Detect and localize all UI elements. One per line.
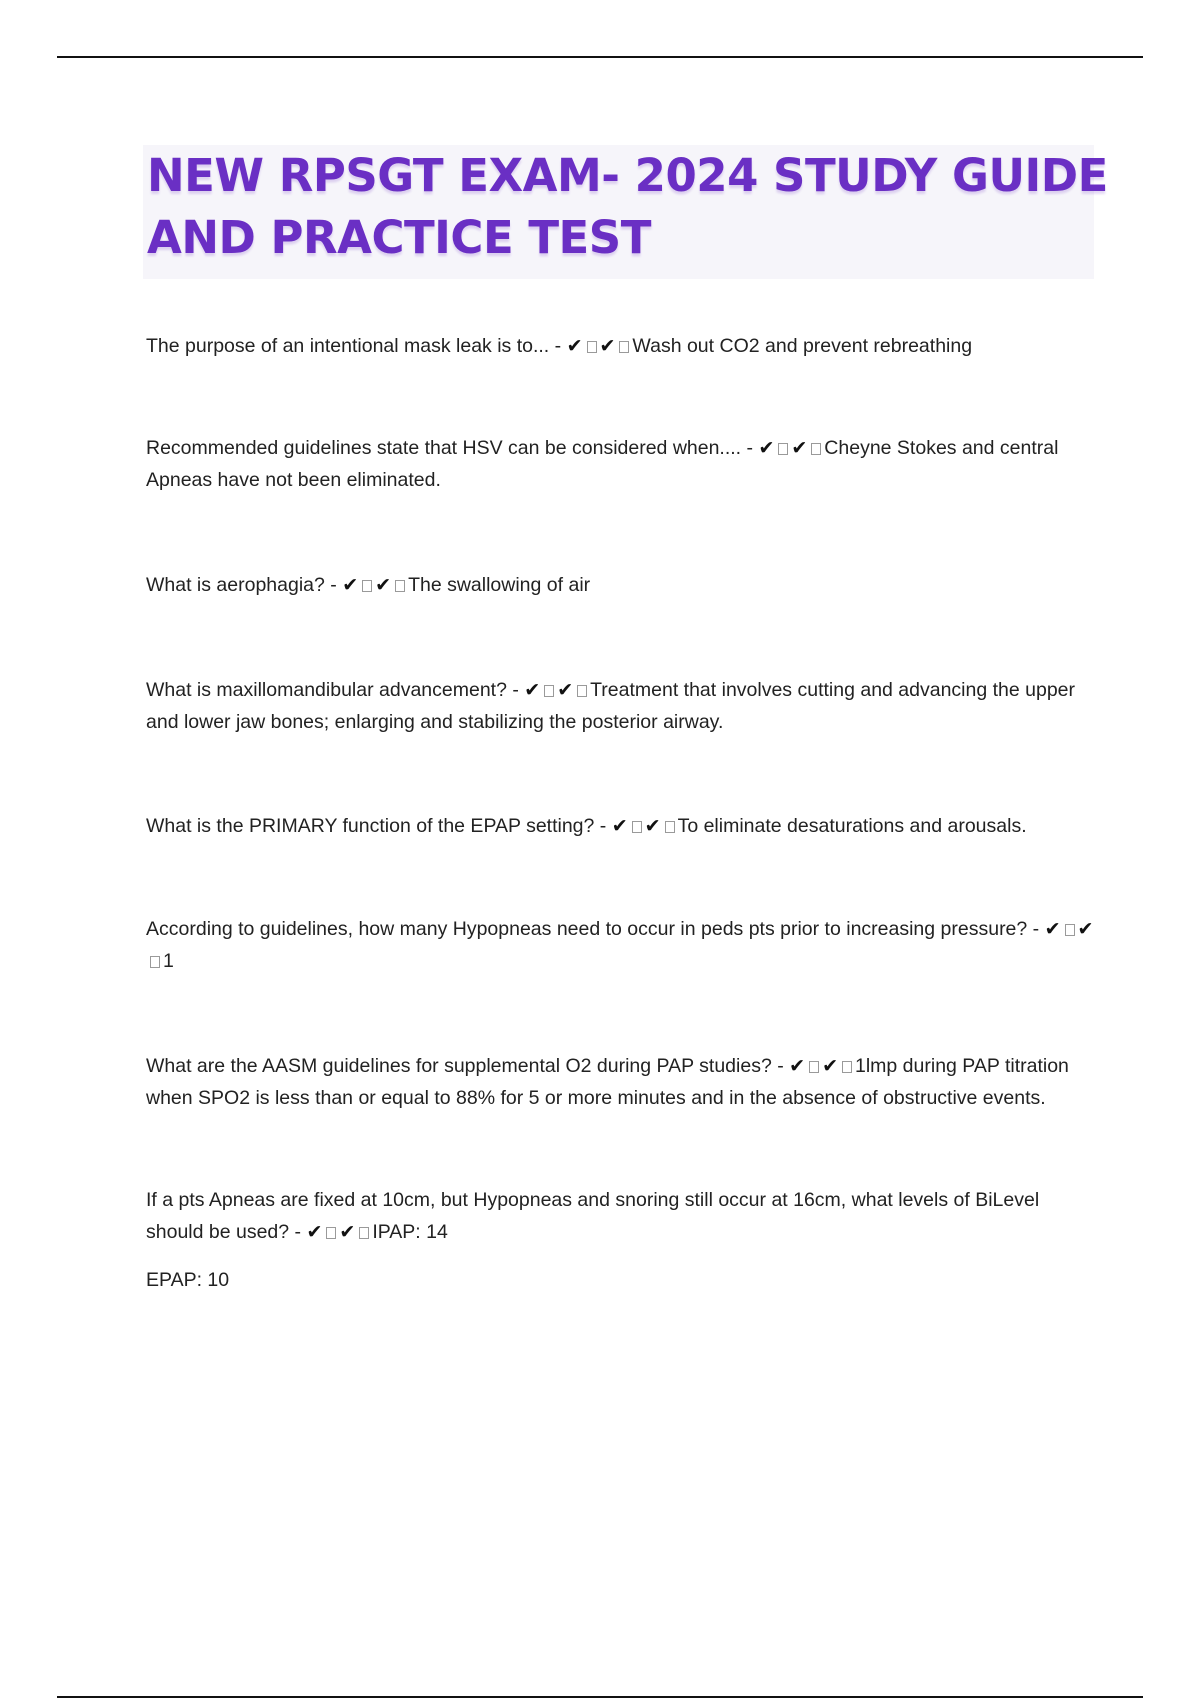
footer-rule — [57, 1696, 1143, 1698]
check-icon: ✔ — [524, 679, 541, 701]
title-banner — [143, 145, 1108, 279]
check-icon: ✔ — [758, 437, 775, 459]
qa-item — [146, 432, 1096, 496]
box-icon — [778, 443, 788, 455]
check-icon: ✔ — [822, 1055, 838, 1077]
box-icon — [632, 821, 642, 833]
check-icon: ✔ — [1077, 918, 1094, 940]
check-icon: ✔ — [611, 815, 628, 837]
box-icon — [1065, 924, 1075, 936]
qa-separator: - — [289, 1221, 307, 1243]
box-icon — [587, 341, 597, 353]
qa-question: What is the PRIMARY function of the EPAP setting? — [146, 815, 595, 837]
qa-separator: - — [324, 574, 343, 596]
check-icon: ✔ — [644, 815, 661, 837]
check-icon: ✔ — [1044, 918, 1061, 940]
check-icon: ✔ — [306, 1221, 323, 1243]
qa-question: What is maxillomandibular advancement? — [146, 679, 507, 701]
qa-item — [146, 330, 1096, 362]
qa-item — [146, 569, 1096, 601]
qa-separator: - — [741, 437, 759, 459]
qa-separator: - — [1027, 918, 1045, 940]
qa-item — [146, 1184, 1096, 1248]
qa-list — [146, 330, 1096, 1296]
check-icon: ✔ — [342, 574, 359, 596]
qa-separator: - — [506, 679, 525, 701]
check-icon: ✔ — [789, 1055, 806, 1077]
box-icon — [395, 580, 405, 592]
qa-question: Recommended guidelines state that HSV can be considered when.... — [146, 437, 742, 459]
check-icon: ✔ — [599, 335, 616, 357]
qa-item — [146, 913, 1096, 977]
header-rule — [57, 56, 1143, 58]
check-icon: ✔ — [375, 574, 392, 596]
qa-item — [146, 674, 1096, 738]
qa-item — [146, 1050, 1096, 1114]
box-icon — [577, 685, 587, 697]
qa-followup: EPAP: 10 — [146, 1269, 230, 1291]
qa-question: If a pts Apneas are fixed at 10cm, but Hypopneas and snoring still occur at 16cm, what levels of BiLevel should be used? — [146, 1189, 1040, 1243]
qa-answer: Treatment that involves cutting and advancing the upper and lower jaw bones; enlarging and stabilizing the posterior airway. — [146, 679, 1076, 733]
check-icon: ✔ — [566, 335, 583, 357]
qa-item — [146, 810, 1096, 842]
box-icon — [326, 1227, 336, 1239]
box-icon — [359, 1227, 369, 1239]
qa-answer: To eliminate desaturations and arousals. — [677, 815, 1027, 837]
title-line-1: NEW RPSGT EXAM- 2024 STUDY GUIDE — [147, 149, 1108, 202]
box-icon — [619, 341, 629, 353]
qa-answer: Wash out CO2 and prevent rebreathing — [632, 335, 973, 357]
qa-question: What is aerophagia? — [146, 574, 325, 596]
qa-question: What are the AASM guidelines for supplemental O2 during PAP studies? — [146, 1055, 772, 1077]
qa-separator: - — [594, 815, 612, 837]
qa-question: According to guidelines, how many Hypopneas need to occur in peds pts prior to increasing pressure? — [146, 918, 1028, 940]
box-icon — [362, 580, 372, 592]
qa-separator: - — [771, 1055, 790, 1077]
qa-answer: Cheyne Stokes and central Apneas have not been eliminated. — [146, 437, 1059, 491]
qa-answer: IPAP: 14 — [372, 1221, 448, 1243]
qa-question: The purpose of an intentional mask leak is to... — [146, 335, 550, 357]
check-icon: ✔ — [557, 679, 574, 701]
title-line-2: AND PRACTICE TEST — [147, 211, 651, 264]
check-icon: ✔ — [791, 437, 808, 459]
box-icon — [809, 1061, 819, 1073]
box-icon — [544, 685, 554, 697]
qa-answer: 1lmp during PAP titration when SPO2 is less than or equal to 88% for 5 or more minutes and in the absence of obstructive events. — [146, 1055, 1069, 1109]
qa-answer: 1 — [163, 950, 174, 972]
qa-answer: The swallowing of air — [408, 574, 591, 596]
qa-separator: - — [549, 335, 567, 357]
check-icon: ✔ — [339, 1221, 356, 1243]
box-icon — [842, 1061, 852, 1073]
box-icon — [811, 443, 821, 455]
box-icon — [665, 821, 675, 833]
box-icon — [150, 956, 160, 968]
